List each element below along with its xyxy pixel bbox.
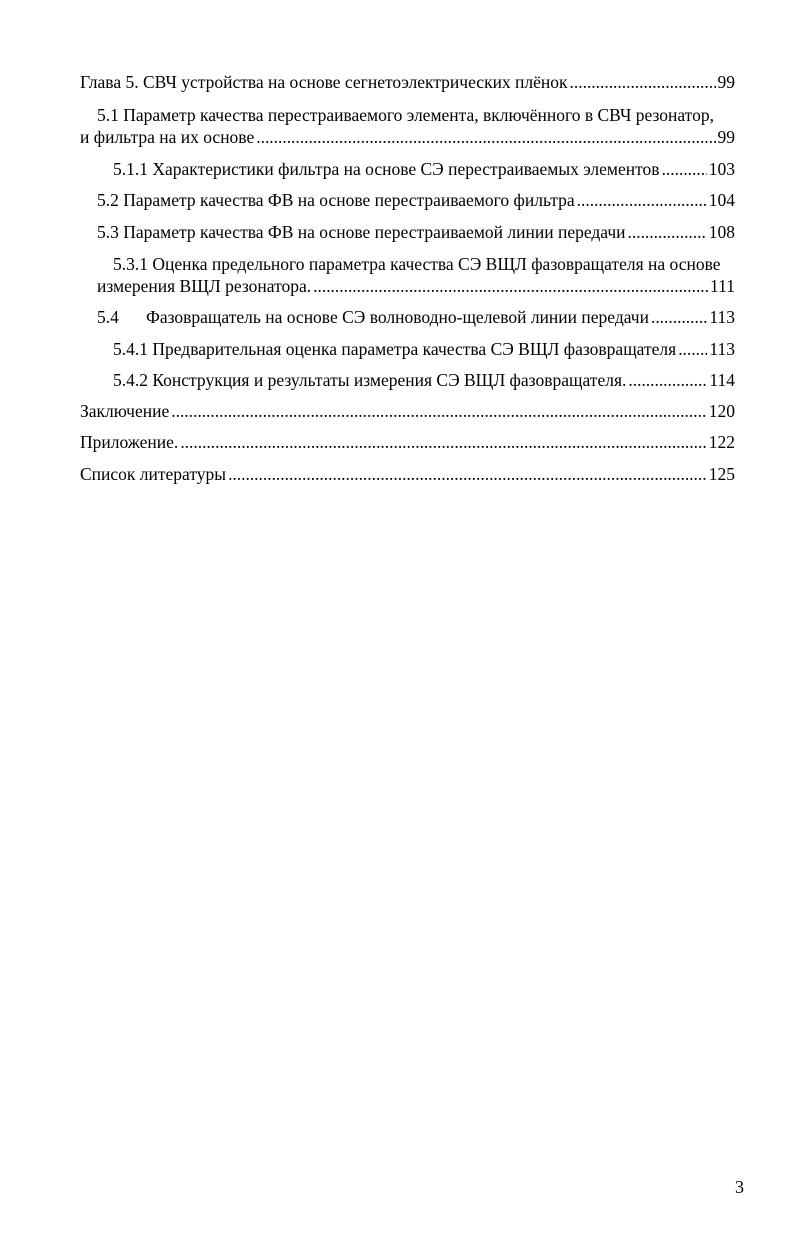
toc-entry-page: 99 bbox=[717, 72, 735, 92]
leader-dots bbox=[662, 157, 707, 181]
toc-entry-title: 5.1.1 Характеристики фильтра на основе СЭ перестраиваемых элементов bbox=[113, 159, 660, 179]
toc-entry-5-3 bbox=[97, 220, 735, 244]
toc-entry-5-4-2 bbox=[113, 368, 735, 392]
toc-entry-title: Фазовращатель на основе СЭ волноводно-щелевой линии передачи bbox=[146, 307, 649, 327]
leader-dots bbox=[678, 337, 707, 361]
toc-entry-title: измерения ВЩЛ резонатора. bbox=[97, 276, 312, 296]
toc-entry-title: 5.4.1 Предварительная оценка параметра качества СЭ ВЩЛ фазовращателя bbox=[113, 339, 677, 359]
toc-entry-title: Глава 5. СВЧ устройства на основе сегнетоэлектрических плёнок bbox=[80, 72, 568, 92]
toc-entry-page: 104 bbox=[708, 190, 735, 210]
toc-entry-page: 125 bbox=[708, 464, 735, 484]
leader-dots bbox=[171, 399, 707, 423]
toc-entry-page: 99 bbox=[717, 127, 735, 147]
leader-dots bbox=[628, 220, 707, 244]
toc-entry-5-4-number: 5.4 bbox=[97, 307, 119, 327]
toc-entry-5-1-1 bbox=[113, 157, 735, 181]
toc-entry-page: 114 bbox=[709, 370, 735, 390]
toc-entry-5-1-line1: 5.1 Параметр качества перестраиваемого элемента, включённого в СВЧ резонатор, bbox=[97, 105, 714, 125]
toc-entry-title: 5.4.2 Конструкция и результаты измерения СЭ ВЩЛ фазовращателя. bbox=[113, 370, 627, 390]
toc-entry-references bbox=[80, 462, 735, 486]
leader-dots bbox=[577, 188, 707, 212]
toc-entry-5-2 bbox=[97, 188, 735, 212]
toc-entry-page: 103 bbox=[708, 159, 735, 179]
leader-dots bbox=[256, 125, 715, 149]
toc-entry-page: 111 bbox=[710, 276, 735, 296]
toc-entry-5-3-1-line2 bbox=[97, 274, 735, 298]
toc-entry-5-4 bbox=[146, 305, 735, 329]
toc-entry-5-1-line2 bbox=[80, 125, 735, 149]
toc-entry-page: 108 bbox=[708, 222, 735, 242]
leader-dots bbox=[651, 305, 707, 329]
leader-dots bbox=[628, 368, 707, 392]
toc-entry-title: и фильтра на их основе bbox=[80, 127, 255, 147]
leader-dots bbox=[180, 430, 706, 454]
toc-entry-conclusion bbox=[80, 399, 735, 423]
leader-dots bbox=[570, 70, 716, 94]
toc-entry-5-4-1 bbox=[113, 337, 735, 361]
leader-dots bbox=[313, 274, 708, 298]
toc-entry-page: 113 bbox=[709, 339, 735, 359]
toc-entry-appendix bbox=[80, 430, 735, 454]
toc-entry-title: 5.2 Параметр качества ФВ на основе перестраиваемого фильтра bbox=[97, 190, 575, 210]
toc-entry-5-3-1-line1: 5.3.1 Оценка предельного параметра качества СЭ ВЩЛ фазовращателя на основе bbox=[113, 254, 721, 274]
toc-entry-page: 122 bbox=[708, 432, 735, 452]
toc-entry-title: Приложение. bbox=[80, 432, 179, 452]
toc-entry-title: Заключение bbox=[80, 401, 170, 421]
toc-entry-title: 5.3 Параметр качества ФВ на основе перестраиваемой линии передачи bbox=[97, 222, 626, 242]
toc-entry-page: 120 bbox=[708, 401, 735, 421]
leader-dots bbox=[228, 462, 707, 486]
page-number: 3 bbox=[735, 1177, 744, 1197]
toc-entry-page: 113 bbox=[709, 307, 735, 327]
toc-entry-chapter-5 bbox=[80, 70, 735, 94]
toc-entry-title: Список литературы bbox=[80, 464, 227, 484]
